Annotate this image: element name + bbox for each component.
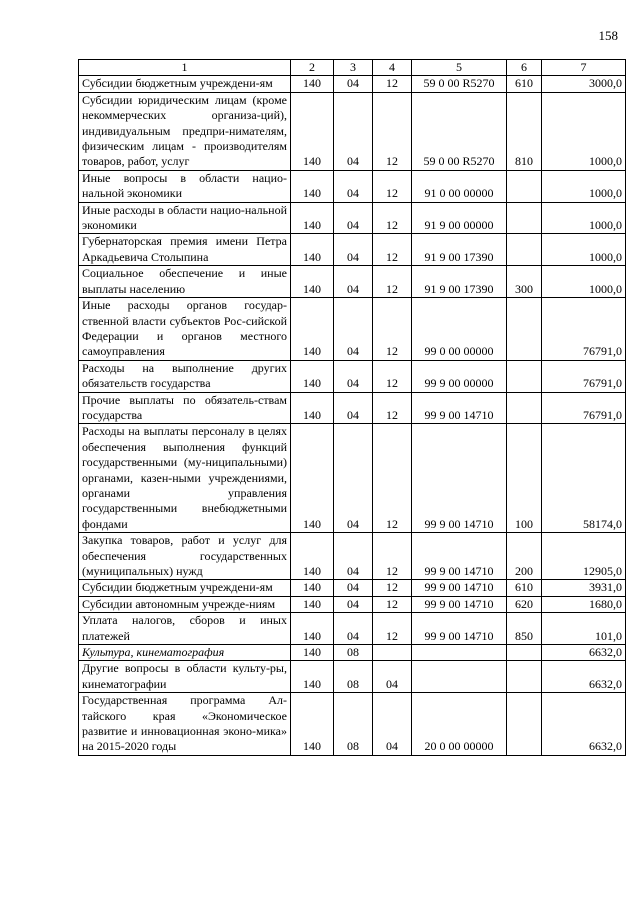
cell-target-article: 91 9 00 17390	[412, 234, 507, 266]
cell-section: 08	[334, 645, 373, 661]
cell-subsection: 12	[373, 360, 412, 392]
table-body	[79, 76, 626, 755]
cell-amount: 76791,0	[542, 360, 626, 392]
cell-section: 04	[334, 424, 373, 533]
cell-ministry-code: 140	[291, 298, 334, 361]
cell-subsection	[373, 645, 412, 661]
row-name: Расходы на выплаты персоналу в целях обеспечения выполнения функций государственными (му-ниципальными) органами, казен-ными учреждениями, органами управления государственными внебюджетными фондами	[79, 424, 291, 533]
table-row	[79, 392, 626, 424]
cell-amount: 1000,0	[542, 266, 626, 298]
cell-ministry-code: 140	[291, 92, 334, 170]
cell-target-article: 99 9 00 14710	[412, 580, 507, 596]
cell-expense-type	[507, 661, 542, 693]
cell-target-article: 99 9 00 14710	[412, 596, 507, 612]
table-row	[79, 596, 626, 612]
table-row	[79, 170, 626, 202]
cell-amount: 6632,0	[542, 661, 626, 693]
row-name: Культура, кинематография	[79, 645, 291, 661]
row-name: Иные расходы органов государ-ственной власти субъектов Рос-сийской Федерации и органов местного самоуправления	[79, 298, 291, 361]
cell-amount: 76791,0	[542, 392, 626, 424]
row-name: Уплата налогов, сборов и иных платежей	[79, 613, 291, 645]
cell-section: 04	[334, 580, 373, 596]
cell-target-article: 99 9 00 00000	[412, 360, 507, 392]
cell-section: 04	[334, 298, 373, 361]
table-row	[79, 661, 626, 693]
cell-subsection: 04	[373, 693, 412, 756]
cell-subsection: 12	[373, 298, 412, 361]
cell-section: 04	[334, 234, 373, 266]
cell-ministry-code: 140	[291, 234, 334, 266]
cell-ministry-code: 140	[291, 424, 334, 533]
cell-expense-type	[507, 645, 542, 661]
cell-expense-type	[507, 693, 542, 756]
cell-amount: 6632,0	[542, 645, 626, 661]
row-name: Субсидии автономным учрежде-ниям	[79, 596, 291, 612]
cell-amount: 1680,0	[542, 596, 626, 612]
cell-subsection: 12	[373, 266, 412, 298]
cell-amount: 76791,0	[542, 298, 626, 361]
cell-subsection: 12	[373, 424, 412, 533]
cell-expense-type	[507, 202, 542, 234]
cell-expense-type: 850	[507, 613, 542, 645]
row-name: Другие вопросы в области культу-ры, кинематографии	[79, 661, 291, 693]
cell-section: 04	[334, 613, 373, 645]
cell-ministry-code: 140	[291, 170, 334, 202]
row-name: Закупка товаров, работ и услуг для обеспечения государственных (муниципальных) нужд	[79, 533, 291, 580]
cell-subsection: 12	[373, 202, 412, 234]
table-row	[79, 202, 626, 234]
cell-ministry-code: 140	[291, 360, 334, 392]
cell-section: 08	[334, 661, 373, 693]
column-header: 4	[373, 60, 412, 76]
cell-ministry-code: 140	[291, 661, 334, 693]
cell-subsection: 04	[373, 661, 412, 693]
column-header: 6	[507, 60, 542, 76]
table-row	[79, 645, 626, 661]
row-name: Иные вопросы в области нацио-нальной экономики	[79, 170, 291, 202]
cell-amount: 6632,0	[542, 693, 626, 756]
cell-section: 04	[334, 596, 373, 612]
cell-target-article: 59 0 00 R5270	[412, 92, 507, 170]
cell-section: 04	[334, 76, 373, 92]
cell-target-article: 99 9 00 14710	[412, 533, 507, 580]
cell-target-article: 20 0 00 00000	[412, 693, 507, 756]
cell-target-article: 99 0 00 00000	[412, 298, 507, 361]
cell-expense-type	[507, 392, 542, 424]
cell-expense-type: 610	[507, 76, 542, 92]
cell-expense-type	[507, 170, 542, 202]
row-name: Государственная программа Ал-тайского края «Экономическое развитие и инновационная эконо-мика» на 2015-2020 годы	[79, 693, 291, 756]
table-row	[79, 533, 626, 580]
cell-amount: 1000,0	[542, 202, 626, 234]
table-row	[79, 92, 626, 170]
cell-target-article: 99 9 00 14710	[412, 392, 507, 424]
cell-expense-type: 620	[507, 596, 542, 612]
cell-section: 04	[334, 170, 373, 202]
table-row	[79, 266, 626, 298]
cell-expense-type	[507, 360, 542, 392]
cell-subsection: 12	[373, 392, 412, 424]
table-row	[79, 613, 626, 645]
table-row	[79, 424, 626, 533]
row-name: Прочие выплаты по обязатель-ствам государства	[79, 392, 291, 424]
cell-expense-type: 610	[507, 580, 542, 596]
table-row	[79, 76, 626, 92]
cell-ministry-code: 140	[291, 580, 334, 596]
budget-table	[78, 59, 626, 756]
cell-target-article: 59 0 00 R5270	[412, 76, 507, 92]
table-row	[79, 298, 626, 361]
cell-target-article	[412, 661, 507, 693]
row-name: Субсидии юридическим лицам (кроме некоммерческих организа-ций), индивидуальным предпри-нимателям, физическим лицам - производителям товаров, работ, услуг	[79, 92, 291, 170]
cell-section: 04	[334, 202, 373, 234]
cell-target-article: 99 9 00 14710	[412, 424, 507, 533]
cell-section: 04	[334, 92, 373, 170]
cell-section: 04	[334, 533, 373, 580]
cell-ministry-code: 140	[291, 596, 334, 612]
table-header-row	[79, 60, 626, 76]
column-header: 3	[334, 60, 373, 76]
cell-ministry-code: 140	[291, 392, 334, 424]
cell-expense-type: 810	[507, 92, 542, 170]
cell-amount: 1000,0	[542, 92, 626, 170]
cell-section: 04	[334, 266, 373, 298]
cell-amount: 12905,0	[542, 533, 626, 580]
cell-ministry-code: 140	[291, 613, 334, 645]
cell-section: 04	[334, 392, 373, 424]
cell-subsection: 12	[373, 170, 412, 202]
column-header: 2	[291, 60, 334, 76]
cell-subsection: 12	[373, 234, 412, 266]
cell-section: 08	[334, 693, 373, 756]
cell-amount: 1000,0	[542, 170, 626, 202]
table-row	[79, 693, 626, 756]
cell-expense-type: 200	[507, 533, 542, 580]
row-name: Социальное обеспечение и иные выплаты населению	[79, 266, 291, 298]
cell-target-article: 91 0 00 00000	[412, 170, 507, 202]
column-header: 1	[79, 60, 291, 76]
table-row	[79, 580, 626, 596]
cell-ministry-code: 140	[291, 266, 334, 298]
cell-amount: 58174,0	[542, 424, 626, 533]
cell-target-article	[412, 645, 507, 661]
cell-expense-type: 300	[507, 266, 542, 298]
column-header: 5	[412, 60, 507, 76]
cell-amount: 1000,0	[542, 234, 626, 266]
cell-target-article: 99 9 00 14710	[412, 613, 507, 645]
cell-subsection: 12	[373, 596, 412, 612]
cell-amount: 3000,0	[542, 76, 626, 92]
column-header: 7	[542, 60, 626, 76]
cell-section: 04	[334, 360, 373, 392]
cell-target-article: 91 9 00 17390	[412, 266, 507, 298]
page-number: 158	[598, 28, 618, 43]
cell-subsection: 12	[373, 533, 412, 580]
cell-ministry-code: 140	[291, 76, 334, 92]
row-name: Субсидии бюджетным учреждени-ям	[79, 76, 291, 92]
cell-subsection: 12	[373, 613, 412, 645]
cell-expense-type	[507, 234, 542, 266]
table-row	[79, 360, 626, 392]
cell-ministry-code: 140	[291, 533, 334, 580]
cell-expense-type	[507, 298, 542, 361]
row-name: Расходы на выполнение других обязательств государства	[79, 360, 291, 392]
cell-ministry-code: 140	[291, 202, 334, 234]
row-name: Субсидии бюджетным учреждени-ям	[79, 580, 291, 596]
table-row	[79, 234, 626, 266]
row-name: Иные расходы в области нацио-нальной экономики	[79, 202, 291, 234]
cell-amount: 101,0	[542, 613, 626, 645]
cell-ministry-code: 140	[291, 645, 334, 661]
cell-subsection: 12	[373, 92, 412, 170]
row-name: Губернаторская премия имени Петра Аркадьевича Столыпина	[79, 234, 291, 266]
cell-expense-type: 100	[507, 424, 542, 533]
cell-amount: 3931,0	[542, 580, 626, 596]
cell-ministry-code: 140	[291, 693, 334, 756]
cell-subsection: 12	[373, 580, 412, 596]
cell-target-article: 91 9 00 00000	[412, 202, 507, 234]
cell-subsection: 12	[373, 76, 412, 92]
